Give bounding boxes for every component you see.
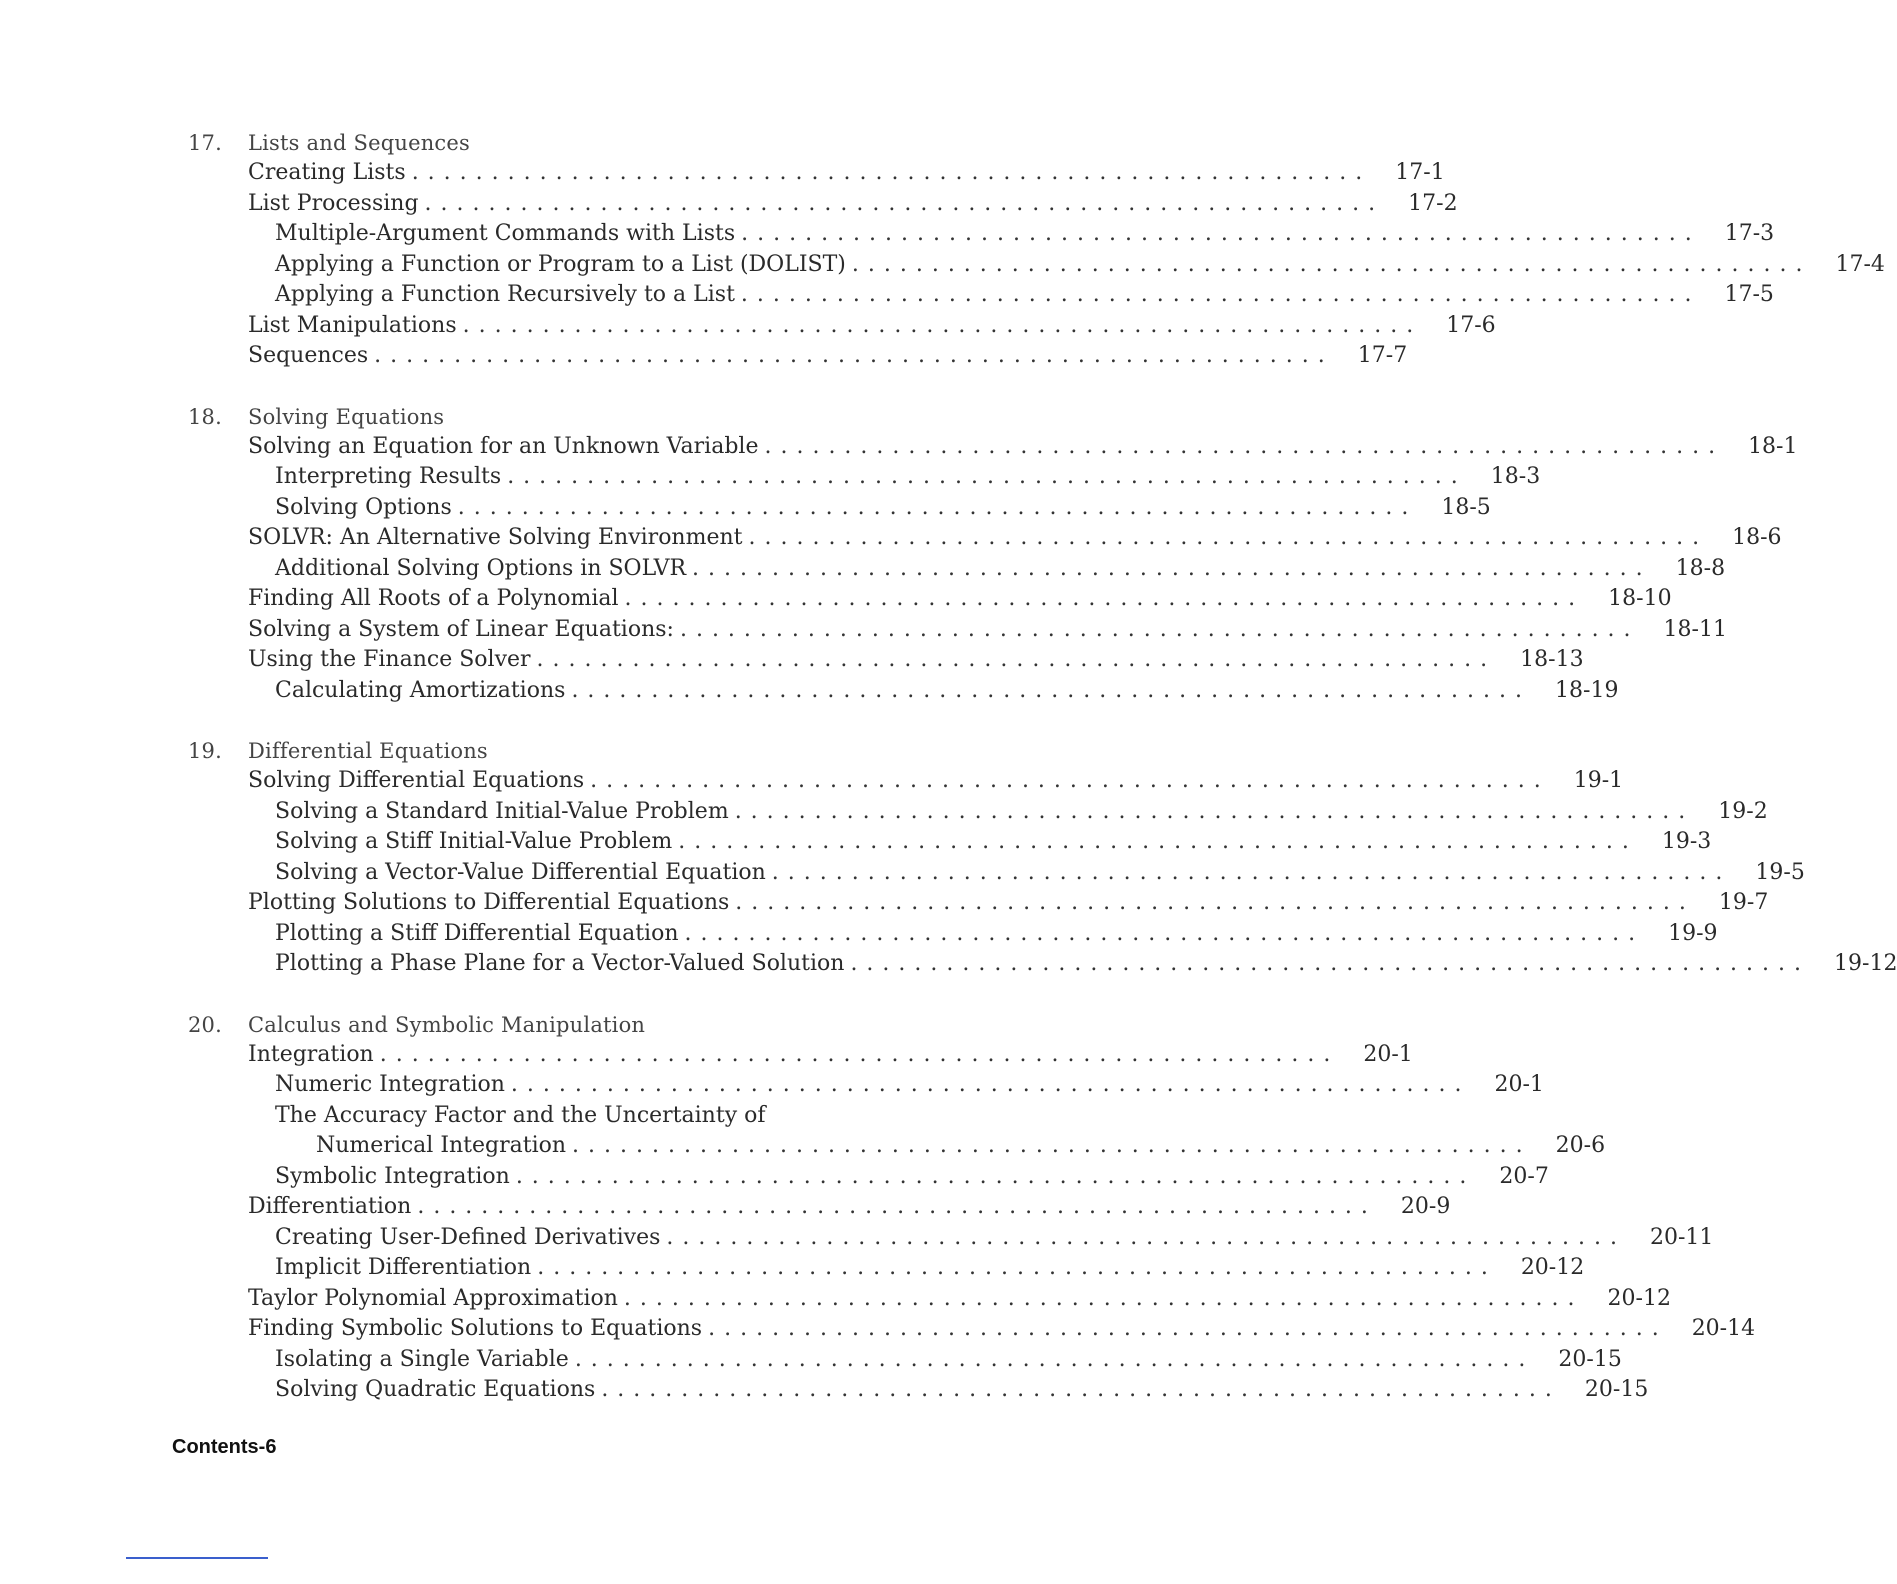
page-footer-label: Contents-6 — [172, 1436, 277, 1458]
chapter-title: Differential Equations — [248, 739, 488, 763]
toc-entry-page: 18-19 — [1555, 677, 1619, 703]
bottom-rule — [126, 1557, 268, 1559]
toc-entry-page: 17-5 — [1724, 282, 1774, 307]
dot-leader: ............................................................ — [748, 525, 1709, 550]
toc-entry-page: 19-3 — [1661, 829, 1712, 854]
toc-entry-title: Using the Finance Solver — [248, 647, 531, 672]
toc-entry-title: Solving a Stiff Initial-Value Problem — [275, 829, 673, 854]
toc-entry-page: 19-7 — [1718, 890, 1769, 915]
toc-entry-page: 20-12 — [1520, 1255, 1585, 1280]
toc-entry-title: Symbolic Integration — [275, 1163, 510, 1189]
chapter-title: Lists and Sequences — [248, 131, 470, 155]
toc-entry-page: 19-12 — [1834, 951, 1897, 976]
toc-entry-title: Solving a Standard Initial-Value Problem — [275, 798, 729, 824]
toc-entry-page: 20-11 — [1649, 1224, 1714, 1250]
chapter-heading[interactable] — [188, 736, 968, 766]
dot-leader: ............................................................ — [462, 312, 1423, 338]
toc-entry-page: 18-11 — [1663, 616, 1727, 642]
dot-leader: ............................................................ — [679, 616, 1640, 642]
toc-entry-page: 19-2 — [1718, 798, 1768, 824]
toc-entry-title: Solving Quadratic Equations — [275, 1377, 596, 1402]
dot-leader: ............................................................ — [740, 282, 1701, 307]
toc-entry[interactable] — [188, 919, 1718, 950]
chapter-number: 19. — [188, 739, 222, 763]
dot-leader: ............................................................ — [590, 768, 1550, 793]
toc-entry-page: 20-1 — [1494, 1072, 1544, 1097]
toc-entry-title: Additional Solving Options in SOLVR — [275, 555, 687, 581]
toc-entry[interactable] — [188, 158, 1445, 189]
dot-leader: ............................................................ — [708, 1316, 1668, 1341]
dot-leader: ............................................................ — [424, 190, 1385, 216]
toc-entry-title: Integration — [248, 1041, 374, 1067]
toc-entry-title: Taylor Polynomial Approximation — [248, 1285, 618, 1311]
toc-entry[interactable] — [188, 676, 1619, 707]
toc-entry[interactable] — [188, 1070, 1544, 1101]
toc-entry[interactable] — [188, 1345, 1622, 1376]
toc-entry-title: Sequences — [248, 343, 369, 368]
toc-entry-title: Plotting a Phase Plane for a Vector-Valued Solution — [275, 951, 845, 976]
toc-entry-page: 18-6 — [1732, 525, 1782, 550]
toc-entry-page: 19-1 — [1573, 768, 1624, 793]
toc-entry-title: Calculating Amortizations — [275, 677, 566, 703]
toc-entry-title: Applying a Function or Program to a List (DOLIST) — [275, 251, 846, 277]
toc-entry-title: Numerical Integration — [316, 1133, 567, 1158]
toc-entry[interactable] — [188, 189, 1458, 220]
toc-entry-page: 20-15 — [1584, 1377, 1649, 1402]
toc-entry[interactable] — [188, 432, 1798, 463]
toc-entry-page: 17-3 — [1724, 221, 1775, 246]
toc-entry[interactable] — [188, 1131, 1606, 1162]
toc-entry-title: Creating User-Defined Derivatives — [275, 1224, 661, 1250]
toc-entry-title: Multiple-Argument Commands with Lists — [275, 221, 736, 246]
dot-leader: ............................................................ — [374, 343, 1334, 368]
chapter-heading[interactable] — [188, 402, 968, 432]
toc-entry[interactable] — [188, 1192, 1451, 1223]
toc-entry-title: Differentiation — [248, 1194, 412, 1219]
dot-leader: ............................................................ — [692, 555, 1652, 581]
toc-entry-page: 20-12 — [1607, 1285, 1671, 1311]
toc-entry-title: List Processing — [248, 190, 419, 216]
dot-leader: ............................................................ — [624, 586, 1585, 611]
toc-entry-title: Finding Symbolic Solutions to Equations — [248, 1316, 703, 1341]
dot-leader: ............................................................ — [510, 1072, 1471, 1097]
dot-leader: ............................................................ — [572, 1133, 1532, 1158]
toc-entry-title: Applying a Function Recursively to a List — [275, 282, 735, 307]
toc-entry-title: SOLVR: An Alternative Solving Environment — [248, 525, 743, 550]
toc-entry[interactable] — [188, 1375, 1649, 1406]
toc-entry-title: Finding All Roots of a Polynomial — [248, 586, 619, 611]
toc-entry-page: 18-13 — [1520, 647, 1584, 672]
dot-leader: ............................................................ — [574, 1346, 1535, 1372]
toc-entry-page: 20-14 — [1691, 1316, 1756, 1341]
dot-leader: ............................................................ — [507, 464, 1467, 489]
toc-entry[interactable] — [188, 1314, 1756, 1345]
toc-chapter — [188, 128, 1885, 372]
dot-leader: ............................................................ — [623, 1285, 1584, 1311]
dot-leader: ............................................................ — [537, 1255, 1497, 1280]
toc-entry[interactable] — [188, 1162, 1549, 1193]
toc-entry[interactable] — [188, 1284, 1671, 1315]
toc-entry-title: Plotting Solutions to Differential Equations — [248, 890, 730, 915]
toc-entry-title: The Accuracy Factor and the Uncertainty of — [275, 1102, 766, 1128]
toc-entry-title: Implicit Differentiation — [275, 1255, 532, 1280]
toc-entry[interactable] — [188, 1040, 1413, 1071]
toc-entry-title: Plotting a Stiff Differential Equation — [275, 920, 679, 946]
toc-entry-title: Numeric Integration — [275, 1072, 505, 1097]
toc-entry[interactable] — [188, 462, 1541, 493]
toc-entry[interactable] — [188, 250, 1885, 281]
toc-entry[interactable] — [188, 858, 1805, 889]
toc-entry-page: 17-2 — [1408, 190, 1458, 216]
toc-entry[interactable] — [188, 797, 1768, 828]
dot-leader: ............................................................ — [734, 798, 1695, 824]
dot-leader: ............................................................ — [666, 1224, 1626, 1250]
toc-entry-page: 20-1 — [1363, 1041, 1413, 1067]
toc-chapter — [188, 402, 1798, 707]
dot-leader: ............................................................ — [601, 1377, 1561, 1402]
toc-entry-page: 18-8 — [1675, 555, 1726, 581]
toc-entry[interactable] — [188, 523, 1782, 554]
toc-entry-title: Isolating a Single Variable — [275, 1346, 569, 1372]
chapter-heading[interactable] — [188, 128, 968, 158]
toc-entry[interactable] — [188, 219, 1775, 250]
toc-entry-title: List Manipulations — [248, 312, 457, 338]
toc-entry-page: 17-7 — [1357, 343, 1408, 368]
toc-entry-page: 18-3 — [1490, 464, 1541, 489]
toc-entry[interactable] — [188, 766, 1624, 797]
toc-entry-title: Solving a System of Linear Equations: — [248, 616, 674, 642]
toc-entry[interactable] — [188, 584, 1672, 615]
chapter-title: Calculus and Symbolic Manipulation — [248, 1012, 646, 1037]
toc-entry-page: 20-9 — [1400, 1194, 1451, 1219]
dot-leader: ............................................................ — [571, 677, 1532, 703]
toc-entry-title: Solving a Vector-Value Differential Equation — [275, 859, 766, 885]
dot-leader: ............................................................ — [771, 859, 1732, 885]
toc-entry[interactable] — [188, 827, 1712, 858]
dot-leader: ............................................................ — [678, 829, 1638, 854]
toc-entry-page: 18-10 — [1608, 586, 1672, 611]
dot-leader: ............................................................ — [741, 221, 1701, 246]
dot-leader: ............................................................ — [379, 1041, 1340, 1067]
dot-leader: ............................................................ — [411, 160, 1372, 185]
toc-entry[interactable] — [188, 615, 1727, 646]
toc-entry[interactable] — [188, 341, 1408, 372]
toc-entry-page: 19-5 — [1755, 859, 1805, 885]
toc-entry[interactable] — [188, 888, 1769, 919]
toc-entry[interactable] — [188, 280, 1774, 311]
toc-entry[interactable] — [188, 645, 1584, 676]
toc-entry[interactable] — [188, 493, 1491, 524]
toc-chapter — [188, 736, 1897, 980]
dot-leader: ............................................................ — [764, 433, 1725, 459]
chapter-number: 20. — [188, 1012, 222, 1037]
dot-leader: ............................................................ — [417, 1194, 1377, 1219]
toc-entry-title: Solving an Equation for an Unknown Variable — [248, 433, 759, 459]
toc-entry-page: 17-4 — [1835, 251, 1885, 277]
dot-leader: ............................................................ — [457, 494, 1418, 520]
toc-entry-page: 20-7 — [1499, 1163, 1549, 1189]
toc-chapter — [188, 1010, 1756, 1406]
toc-entry-title: Creating Lists — [248, 160, 406, 185]
dot-leader: ............................................................ — [735, 890, 1695, 915]
toc-entry[interactable] — [188, 1253, 1585, 1284]
toc-entry-page: 20-15 — [1558, 1346, 1622, 1372]
chapter-title: Solving Equations — [248, 404, 445, 429]
toc-entry-title: Solving Differential Equations — [248, 768, 585, 793]
toc-entry-title: Interpreting Results — [275, 464, 502, 489]
toc-entry[interactable] — [188, 949, 1897, 980]
toc-entry-page: 19-9 — [1668, 920, 1718, 946]
table-of-contents — [188, 128, 1897, 1436]
toc-entry-page: 18-5 — [1441, 494, 1491, 520]
toc-entry-page: 18-1 — [1748, 433, 1798, 459]
dot-leader: ............................................................ — [851, 251, 1812, 277]
toc-entry-page: 17-1 — [1395, 160, 1445, 185]
dot-leader: ............................................................ — [515, 1163, 1476, 1189]
toc-entry[interactable] — [188, 554, 1726, 585]
dot-leader: ............................................................ — [684, 920, 1645, 946]
chapter-heading[interactable] — [188, 1010, 968, 1040]
toc-entry-title: Solving Options — [275, 494, 452, 520]
toc-entry-page: 17-6 — [1446, 312, 1496, 338]
chapter-number: 18. — [188, 404, 222, 429]
chapter-number: 17. — [188, 131, 222, 155]
toc-entry[interactable] — [188, 1223, 1714, 1254]
dot-leader: ............................................................ — [850, 951, 1811, 976]
toc-entry[interactable] — [188, 311, 1496, 342]
toc-entry[interactable] — [188, 1101, 968, 1132]
dot-leader: ............................................................ — [536, 647, 1497, 672]
toc-entry-page: 20-6 — [1555, 1133, 1606, 1158]
